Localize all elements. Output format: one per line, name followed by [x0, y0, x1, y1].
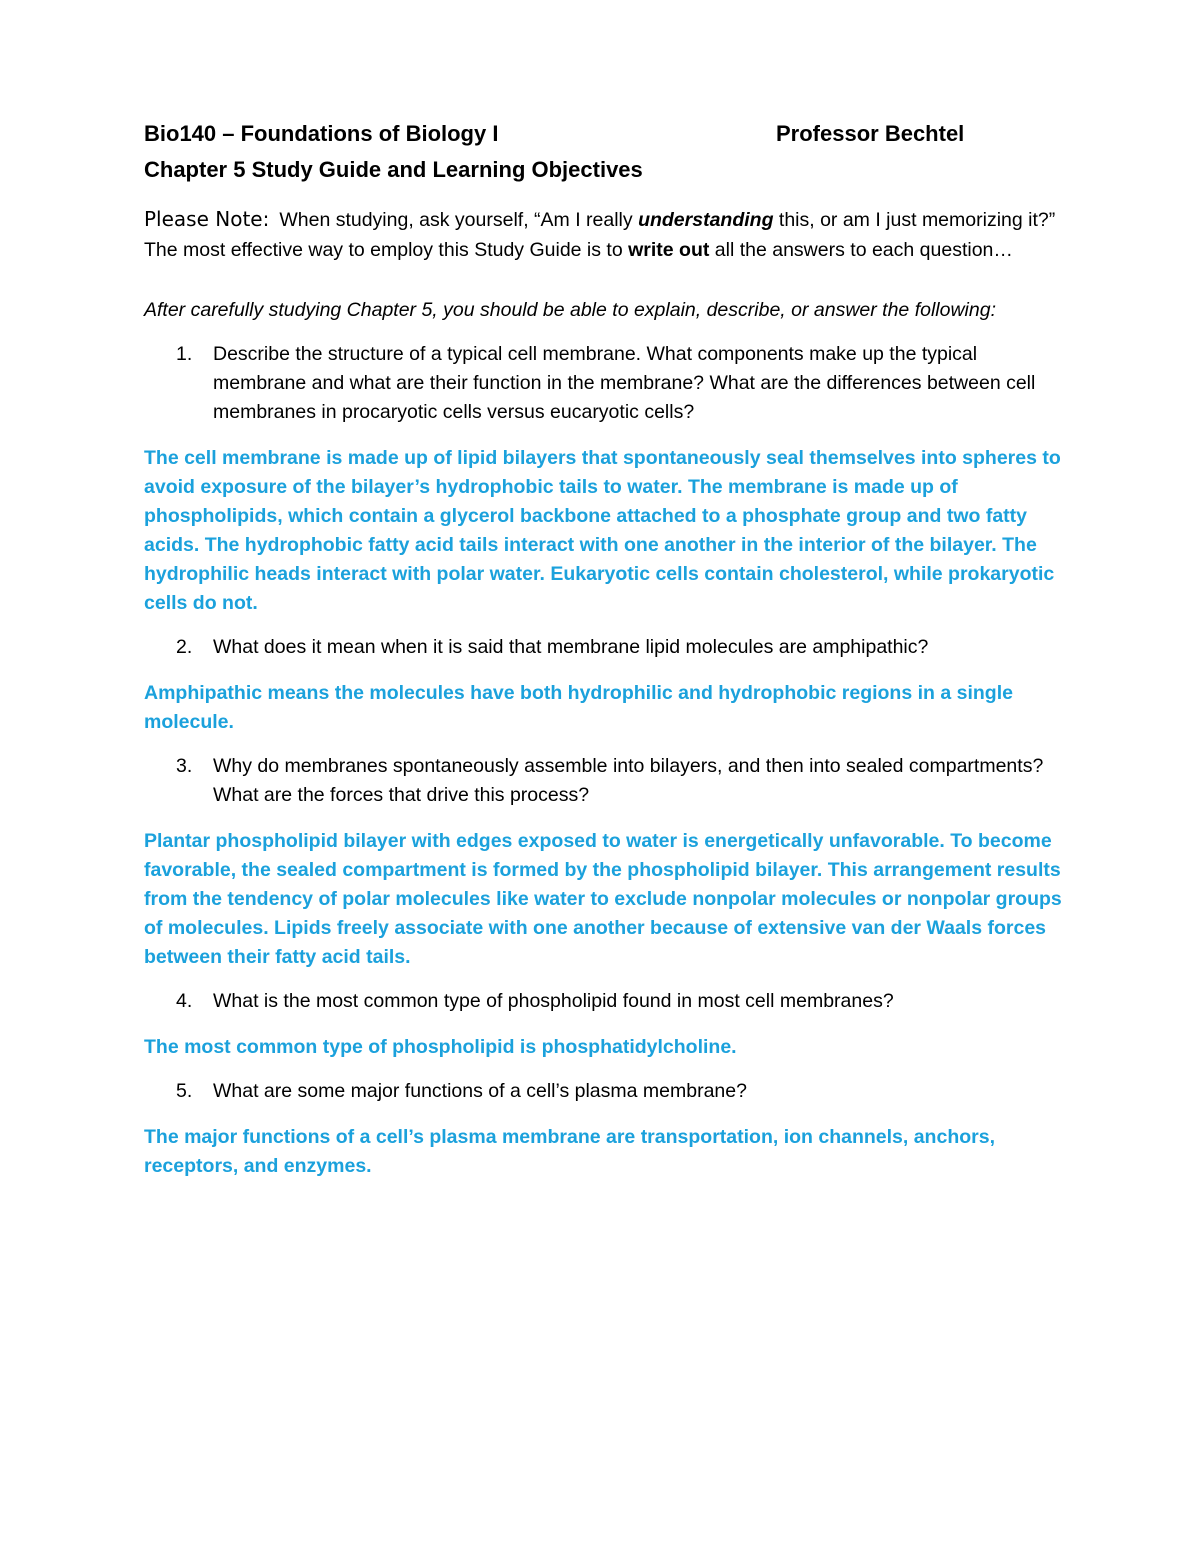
question-text: Why do membranes spontaneously assemble into bilayers, and then into sealed compartments? What are the forces that drive this process?: [213, 755, 1044, 806]
question-text: What is the most common type of phospholipid found in most cell membranes?: [213, 990, 894, 1012]
answer-text: Plantar phospholipid bilayer with edges exposed to water is energetically unfavorable. To become favorable, the sealed compartment is formed by the phospholipid bilayer. This arrangement results from the tendency of polar molecules like water to exclude nonpolar molecules or nonpolar groups of molecules. Lipids freely associate with one another because of extensive van der Waals forces between their fatty acid tails.: [144, 830, 1062, 968]
course-header: [144, 116, 1064, 152]
question-number: 3.: [176, 755, 193, 777]
question-text: Describe the structure of a typical cell membrane. What components make up the typical membrane and what are their function in the membrane? What are the differences between cell membranes in procaryotic cells versus eucaryotic cells?: [213, 343, 1036, 423]
answer-text: The major functions of a cell’s plasma membrane are transportation, ion channels, anchors, receptors, and enzymes.: [144, 1126, 995, 1177]
answer-text: The most common type of phospholipid is phosphatidylcholine.: [144, 1036, 737, 1058]
answer-text: The cell membrane is made up of lipid bilayers that spontaneously seal themselves into spheres to avoid exposure of the bilayer’s hydrophobic tails to water. The membrane is made up of phospholipids, which contain a glycerol backbone attached to a phosphate group and two fatty acids. The hydrophobic fatty acid tails interact with one another in the interior of the bilayer. The hydrophilic heads interact with polar water. Eukaryotic cells contain cholesterol, while prokaryotic cells do not.: [144, 447, 1061, 614]
study-note: [144, 204, 1064, 265]
question-text: What are some major functions of a cell’s plasma membrane?: [213, 1080, 747, 1102]
question-item: [144, 987, 1064, 1016]
question-number: 1.: [176, 343, 193, 365]
question-text: What does it mean when it is said that membrane lipid molecules are amphipathic?: [213, 636, 929, 658]
page-title: Chapter 5 Study Guide and Learning Objectives: [144, 157, 643, 182]
document-body: [144, 116, 1064, 1181]
note-text-3: all the answers to each question…: [709, 239, 1013, 261]
question-number: 5.: [176, 1080, 193, 1102]
question-item: [144, 1077, 1064, 1106]
note-text-2: this, or am I just memorizing it?” The most effective way to employ this Study Guide is to: [144, 209, 1056, 261]
note-emphasis: understanding: [638, 209, 774, 231]
answer-text: Amphipathic means the molecules have both hydrophilic and hydrophobic regions in a single molecule.: [144, 682, 1013, 733]
note-text-1: When studying, ask yourself, “Am I really: [279, 209, 639, 231]
professor-name: Professor Bechtel: [776, 121, 965, 146]
question-number: 4.: [176, 990, 193, 1012]
intro-paragraph: After carefully studying Chapter 5, you should be able to explain, describe, or answer the following:: [144, 299, 996, 321]
question-item: [144, 752, 1064, 810]
note-label: Please Note:: [144, 207, 270, 231]
question-item: [144, 340, 1064, 427]
note-strong: write out: [628, 239, 710, 261]
course-title: Bio140 – Foundations of Biology I: [144, 121, 499, 146]
question-number: 2.: [176, 636, 193, 658]
question-item: [144, 633, 1064, 662]
